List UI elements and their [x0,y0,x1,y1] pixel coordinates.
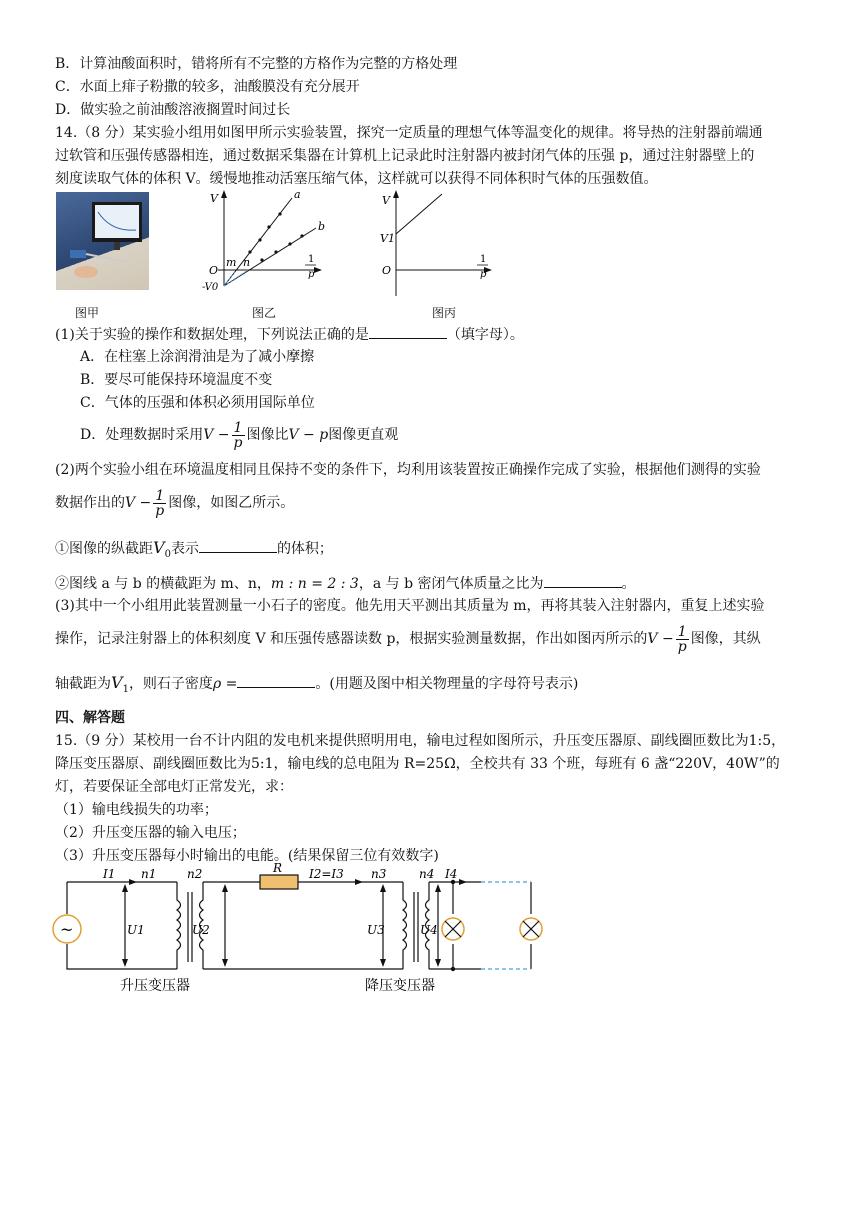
q14-stem-line-2: 过软管和压强传感器相连，通过数据采集器在计算机上记录此时注射器内被封闭气体的压强 p，通过注射器壁上的 [55,148,755,164]
graph-b-b-label: b [318,220,326,233]
label-u3: U3 [367,923,385,937]
step-down-label: 降压变压器 [365,978,435,994]
figure-a-caption: 图甲 [75,306,100,320]
step-up-label: 升压变压器 [120,978,190,994]
q14-option-c: C．气体的压强和体积必须用国际单位 [80,395,315,411]
ac-source-icon: ~ [60,920,74,939]
graph-c-x-den: p [480,269,487,280]
q14-part3-line3 [55,673,578,700]
graph-b-m-label: m [226,256,237,269]
fraction-1-over-p: $\frac{1}{p}$ [155,487,165,519]
part3-line3-prefix: 轴截距为 [55,676,111,692]
sub2-tail: 。 [621,576,636,592]
q15-line-2: 降压变压器原、副线圈匝数比为5:1，输电线的总电阻为 R=25Ω，全校共有 33 个班，每班有 6 盏“220V，40W”的 [55,756,780,772]
option-d-prefix: D．处理数据时采用 [80,427,204,443]
figure-c-graph [370,186,500,304]
label-u2: U2 [192,923,210,937]
q14-part2-line1: (2)两个实验小组在环境温度相同且保持不变的条件下，均利用该装置按正确操作完成了实验，根据他们测得的实验 [55,462,761,478]
v1-subscript: 1 [122,683,129,695]
v-minus: V − [647,631,674,647]
label-u4: U4 [420,923,438,937]
v0-symbol: V [153,538,165,557]
answer-blank-2[interactable] [199,538,277,553]
option-d-tail: 图像更直观 [328,427,399,443]
fraction-1-over-p: $\frac{1}{p}$ [677,623,687,655]
ratio-m-n: m : n = 2 : 3 [270,576,359,592]
graph-b-neg-v0: -V0 [202,282,219,293]
label-n4: n4 [419,867,435,881]
transmission-circuit-diagram [45,862,565,1002]
label-n3: n3 [371,867,387,881]
sub1-prefix: ①图像的纵截距 [55,541,153,557]
q15-line-3: 灯，若要保证全部电灯正常发光，求： [55,779,293,795]
q15-item-2: （2）升压变压器的输入电压； [55,825,246,841]
q15-item-1: （1）输电线损失的功率； [55,802,218,818]
label-u1: U1 [127,923,145,937]
figure-b-graph [190,186,340,304]
option-d-mid: 图像比 [246,427,289,443]
q14-part1-tail: （填字母）。 [446,327,524,343]
q14-option-d [80,420,398,450]
figure-b-caption: 图乙 [252,306,277,320]
v-minus: V − [125,495,152,511]
label-i4: I4 [445,867,458,881]
q15-line-1: 15.（9 分）某校用一台不计内阻的发电机来提供照明用电，输电过程如图所示，升压变压器原、副线圈匝数比为1:5， [55,733,786,749]
q13-option-b: B．计算油酸面积时，错将所有不完整的方格作为完整的方格处理 [55,56,458,72]
q14-part3-line2 [55,624,761,654]
label-i1: I1 [103,867,116,881]
section-title: 四、解答题 [55,710,125,726]
answer-blank-4[interactable] [237,673,315,688]
part3-line3-mid: ，则石子密度 [128,676,213,692]
computer-monitor-illustration [56,192,149,290]
label-n2: n2 [187,867,203,881]
sub1-tail: 的体积； [276,541,333,557]
graph-b-x-num: 1 [308,254,315,265]
graph-c-v-label: V [382,194,390,207]
q14-part1 [55,324,524,345]
label-n1: n1 [141,867,157,881]
v1-symbol: V [111,673,123,692]
q15-item-3: （3）升压变压器每小时输出的电能。(结果保留三位有效数字) [55,848,439,864]
graph-c-origin: O [382,264,392,277]
q13-option-c: C．水面上痱子粉撒的较多，油酸膜没有充分展开 [55,79,360,95]
answer-blank-1[interactable] [369,324,447,339]
q14-stem-line-1: 14.（8 分）某实验小组用如图甲所示实验装置，探究一定质量的理想气体等温变化的规律。将导热的注射器前端通 [55,125,763,141]
q14-part3-line1: (3)其中一个小组用此装置测量一小石子的密度。他先用天平测出其质量为 m，再将其装入注射器内，重复上述实验 [55,598,765,614]
part3-prefix: 操作，记录注射器上的体积刻度 V 和压强传感器读数 p，根据实验测量数据，作出如图丙所示的 [55,631,648,647]
figure-c-caption: 图丙 [432,306,457,320]
v-minus-p: V − p [288,427,329,443]
q14-stem-line-3: 刻度读取气体的体积 V。缓慢地推动活塞压缩气体，这样就可以获得不同体积时气体的压强数值。 [55,171,658,187]
graph-c-line [396,194,442,234]
q14-part1-text: (1)关于实验的操作和数据处理，下列说法正确的是 [55,327,369,343]
figure-a-photo [56,192,149,290]
q14-sub2 [55,573,636,594]
part2-tail: 图像，如图乙所示。 [168,495,295,511]
graph-b-n-label: n [243,256,251,269]
part2-prefix: 数据作出的 [55,495,125,511]
v0-subscript: 0 [164,548,171,560]
rho-symbol: ρ = [212,676,238,692]
q14-option-a: A．在柱塞上涂润滑油是为了减小摩擦 [80,349,315,365]
q13-option-d: D．做实验之前油酸溶液搁置时间过长 [55,102,291,118]
graph-b-origin: O [209,264,219,277]
label-r: R [273,862,283,875]
graph-c-v1-label: V1 [380,232,395,245]
v-minus: V − [203,427,230,443]
sub2-mid: ，a 与 b 密闭气体质量之比为 [358,576,544,592]
graph-c-x-num: 1 [480,254,487,265]
label-i2-i3: I2=I3 [309,867,344,881]
q14-part2-line2 [55,488,294,518]
fraction-1-over-p: $\frac{1}{p}$ [233,419,243,451]
part3-line3-tail: 。(用题及图中相关物理量的字母符号表示) [315,676,579,692]
graph-b-a-label: a [294,188,301,201]
q14-sub1 [55,538,333,565]
sub1-mid: 表示 [170,541,199,557]
graph-b-v-label: V [210,192,218,205]
part3-tail: 图像，其纵 [690,631,761,647]
graph-b-x-den: p [308,269,315,280]
answer-blank-3[interactable] [544,573,622,588]
q14-option-b: B．要尽可能保持环境温度不变 [80,372,273,388]
sub2-prefix: ②图线 a 与 b 的横截距为 m、n， [55,576,271,592]
